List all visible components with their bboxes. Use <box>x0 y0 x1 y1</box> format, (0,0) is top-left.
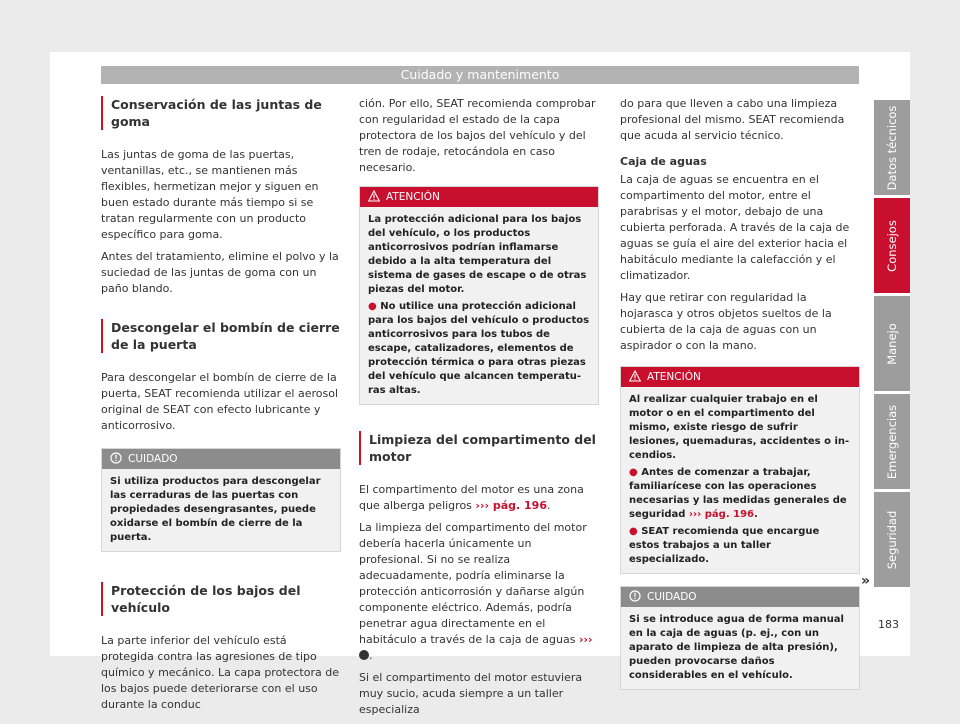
warning-box <box>620 366 860 574</box>
tab-datos-tecnicos[interactable] <box>874 100 910 195</box>
chapter-header: Cuidado y mantenimento <box>101 66 859 84</box>
section-title: Descongelar el bombín de cierre de la puerta <box>101 319 341 353</box>
caution-label: CUIDADO <box>128 453 178 465</box>
paragraph: Antes del tratamiento, elimine el polvo y la suciedad de las juntas de goma con un paño blando. <box>101 250 339 295</box>
caution-label: CUIDADO <box>647 591 697 603</box>
paragraph <box>359 520 599 664</box>
warning-label: ATENCIÓN <box>647 371 701 383</box>
warning-text: Al realizar cualquier trabajo en el motor o en el compartimento del mismo, existe riesgo de sufrir lesiones, quemaduras, accidentes o incendios. <box>629 394 850 461</box>
reference-link[interactable]: ››› <box>578 633 593 646</box>
warning-header <box>621 367 859 387</box>
text-span: Antes de comenzar a trabajar, familiarícese con las operaciones necesarias y las medidas generales de seguridad <box>629 467 847 520</box>
paragraph: Si el compartimento del motor estuviera muy sucio, acuda siempre a un taller especializa <box>359 671 583 716</box>
continue-arrow-icon: » <box>861 573 871 589</box>
tab-label: Seguridad <box>885 510 899 569</box>
tab-manejo[interactable] <box>874 296 910 391</box>
chapter-tabs <box>874 100 910 590</box>
subheading: Caja de aguas <box>620 155 707 168</box>
paragraph: Para descongelar el bombín de cierre de la puerta, SEAT recomienda utilizar el aerosol original de SEAT con efecto lubricante y anticorrosivo. <box>101 371 339 432</box>
bullet-icon: ● <box>629 526 642 537</box>
paragraph: ción. Por ello, SEAT recomienda comprobar con regularidad el estado de la capa protectora de los bajos del vehículo y del tren de rodaje, retocándola en caso necesario. <box>359 97 596 174</box>
warning-bullet <box>629 525 851 567</box>
warning-triangle-icon <box>629 370 641 382</box>
paragraph <box>359 482 599 514</box>
caution-box <box>101 448 341 552</box>
tab-label: Manejo <box>885 322 899 365</box>
bullet-icon: ● <box>368 301 381 312</box>
warning-box <box>359 186 599 405</box>
tab-label: Emergencias <box>885 404 899 479</box>
warning-content <box>360 207 598 404</box>
warning-header <box>360 187 598 207</box>
tab-emergencias[interactable] <box>874 394 910 489</box>
warning-bullet <box>629 466 851 522</box>
warning-reference-icon <box>359 650 369 660</box>
column-left <box>101 96 341 719</box>
tab-label: Datos técnicos <box>885 105 899 190</box>
paragraph: Hay que retirar con regularidad la hojarasca y otros objetos sueltos de la cubierta de la caja de aguas con un aspirador o con la mano. <box>620 291 832 352</box>
tab-label: Consejos <box>885 219 899 272</box>
tab-consejos[interactable] <box>874 198 910 293</box>
column-middle <box>359 96 599 724</box>
caution-box <box>620 586 860 690</box>
page-reference-link[interactable]: ››› pág. 196 <box>688 509 754 520</box>
page-reference-link[interactable]: ››› pág. 196 <box>475 499 547 512</box>
caution-icon <box>629 590 641 602</box>
section-title: Protección de los bajos del vehículo <box>101 582 341 616</box>
warning-triangle-icon <box>368 190 380 202</box>
paragraph: La caja de aguas se encuentra en el compartimento del motor, entre el parabrisas y el motor, debajo de una cubierta perforada. A través de la caja de aguas se guía el aire del exterior hacia el habitáculo mediante la calefacción y el climatizador. <box>620 173 850 282</box>
paragraph: do para que lleven a cabo una limpieza profesional del mismo. SEAT recomienda que acuda al servicio técnico. <box>620 97 845 142</box>
warning-label: ATENCIÓN <box>386 191 440 203</box>
warning-text: La protección adicional para los bajos del vehículo, o los productos anticorrosivos podrían inflamarse debido a la alta temperatura del sistema de gases de escape o de otras piezas del motor. <box>368 214 587 295</box>
caution-header <box>621 587 859 607</box>
warning-content <box>621 387 859 573</box>
paragraph: La parte inferior del vehículo está protegida contra las agresiones de tipo químico y mecánico. La capa protectora de los bajos puede deteriorarse con el uso durante la conduc <box>101 634 339 711</box>
warning-bullet-text: SEAT recomienda que encargue estos trabajos a un taller especializado. <box>629 526 820 565</box>
caution-text: Si utiliza productos para descongelar las cerraduras de las puertas con propiedades desengrasantes, puede oxidarse el bombín de cierre de la puerta. <box>110 476 321 543</box>
caution-icon <box>110 452 122 464</box>
caution-header <box>102 449 340 469</box>
text-span: El compartimento del motor es una zona que alberga peligros <box>359 483 584 512</box>
text-span: . <box>369 649 373 662</box>
bullet-icon: ● <box>629 467 642 478</box>
tab-seguridad[interactable] <box>874 492 910 587</box>
section-title: Limpieza del compartimento del motor <box>359 431 599 465</box>
text-span: . <box>754 509 758 520</box>
page-number: 183 <box>878 618 899 631</box>
text-span: . <box>546 499 551 512</box>
paragraph: Las juntas de goma de las puertas, ventanillas, etc., se mantienen más flexibles, hermetizan mejor y siguen en buen estado durante más tiempo si se tratan regularmente con un producto específico para goma. <box>101 148 319 241</box>
text-span: La limpieza del compartimento del motor debería hacerla únicamente un profesional. Si no se realiza adecuadamente, podría eliminarse la protección anticorrosión y dañarse algún componente eléctrico. Además, podría penetrar agua directamente en el habitáculo a través de la caja de aguas <box>359 521 587 646</box>
warning-bullet-text: No utilice una protección adicional para los bajos del vehículo o productos anticorrosivos para los tubos de escape, catalizadores, elementos de protección térmica o para otras piezas del vehículo que alcancen temperaturas altas. <box>368 301 590 396</box>
section-title: Conservación de las juntas de goma <box>101 96 341 130</box>
column-right <box>620 96 860 690</box>
warning-bullet <box>368 300 590 398</box>
caution-text: Si se introduce agua de forma manual en la caja de aguas (p. ej., con un aparato de limpieza de alta presión), pueden provocarse daños considerables en el vehículo. <box>629 614 844 681</box>
